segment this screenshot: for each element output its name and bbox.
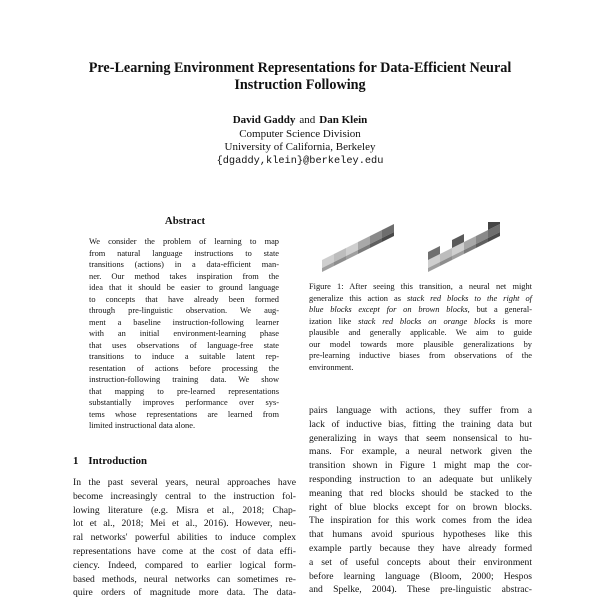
body-line: representations have come at the cost of data effi-: [73, 545, 296, 557]
author-conjunction: and: [299, 114, 316, 126]
affiliation-division: Computer Science Division: [239, 127, 361, 140]
body-line: right of blue blocks except for on brown blocks.: [309, 501, 532, 513]
body-line: and Spelke, 2004). These pre-linguistic abstrac-: [309, 584, 532, 596]
caption-line: environment.: [309, 362, 354, 372]
body-line: ciency. Indeed, compared to earlier logical form-: [73, 559, 296, 571]
section-heading-introduction: [73, 455, 147, 467]
abstract-line: idea that it should be easier to ground language: [89, 283, 279, 292]
author-email: {dgaddy,klein}@berkeley.edu: [216, 154, 384, 167]
title-line-1: Pre-Learning Environment Representations for Data-Efficient Neural: [88, 60, 512, 76]
figure-1-blocks-illustration: [320, 222, 520, 277]
figure-after-state: [428, 222, 500, 272]
body-line: quire orders of magnitude more data. The data-: [73, 587, 296, 599]
author-block: [100, 114, 500, 168]
caption-line: Figure 1: After seeing this transition, a neural net might: [309, 282, 532, 291]
body-line: ral networks' powerful abilities to induce complex: [73, 532, 296, 544]
body-line: mans. For example, a neural network given the: [309, 446, 532, 458]
caption-line: [309, 293, 532, 305]
caption-line: plausible and generally applicable. We aim to guide: [309, 328, 532, 337]
abstract-line: ner. Our method takes inspiration from the: [89, 271, 279, 281]
affiliation-university: University of California, Berkeley: [224, 141, 376, 153]
body-line: transition shown in Figure 1 might map the cor-: [309, 460, 532, 472]
abstract-line: substantially improves performance over sys-: [89, 398, 279, 407]
caption-emphasis: stack red blocks on orange blocks: [358, 316, 496, 326]
section-title: Introduction: [88, 455, 148, 467]
abstract-line: instruction-following training data. We show: [89, 375, 279, 384]
abstract-line: that mapping to pre-learned representations: [89, 386, 279, 396]
title-line-2: Instruction Following: [234, 77, 366, 93]
abstract-line: from natural language instructions to state: [89, 248, 279, 258]
body-line: lot et al., 2018; Mei et al., 2016). However, neu-: [73, 518, 296, 530]
abstract-line: with an initial environment-learning phase: [89, 329, 279, 338]
abstract-heading: Abstract: [164, 215, 206, 227]
body-line: example partly because they have already formed: [309, 542, 532, 554]
abstract-line: ment a baseline instruction-following learner: [89, 317, 279, 327]
paper-title: [60, 60, 540, 94]
caption-text: is more: [495, 316, 533, 326]
abstract-text: [89, 236, 279, 432]
body-line: The inspiration for this work comes from the idea: [309, 515, 532, 527]
caption-line: [309, 304, 532, 316]
section-number: 1: [73, 455, 79, 467]
body-line: lowing literature (e.g. Misra et al., 2018; Chap-: [73, 504, 296, 516]
introduction-right-column: [309, 404, 532, 597]
body-line: In the past several years, neural approaches have: [73, 477, 296, 488]
body-line: generalizing in ways that seem nonsensical to hu-: [309, 432, 532, 444]
abstract-line: limited instructional data alone.: [89, 421, 196, 430]
abstract-line: that uses observations of language-free state: [89, 340, 279, 350]
caption-text: , but a general-: [467, 305, 532, 314]
caption-line: our model towards more plausible generalizations by: [309, 339, 532, 349]
caption-emphasis: stack red blocks to the right of: [406, 293, 532, 303]
introduction-left-column: [73, 476, 296, 600]
figure-before-state: [322, 224, 394, 272]
caption-text: generalize this action as: [309, 293, 407, 303]
body-line: before learning language (Bloom, 2000; Hespos: [309, 570, 532, 582]
abstract-line: resentation of actions before processing the: [89, 363, 279, 373]
body-line: responding instruction to an adequate but unlikely: [309, 473, 532, 485]
abstract-line: through pre-linguistic observation. We aug-: [89, 306, 279, 315]
body-line: become increasingly central to the instruction fol-: [73, 490, 296, 502]
caption-line: pre-learning inductive biases from observations of the: [309, 351, 532, 360]
body-line: based methods, neural networks can sometimes re-: [73, 573, 296, 585]
author-names: [100, 114, 500, 128]
author-name-2: Dan Klein: [319, 114, 368, 126]
figure-1-caption: [309, 281, 532, 373]
body-line: a set of useful concepts about their environment: [309, 556, 532, 568]
abstract-line: transitions to induce a suitable latent rep-: [89, 352, 279, 361]
body-line: lack of inductive bias, fitting the training data but: [309, 418, 532, 430]
abstract-line: transitions (actions) in a data-efficient man-: [89, 260, 279, 269]
caption-line: [309, 316, 532, 328]
body-line: that humans avoid spurious hypotheses like this: [309, 529, 532, 541]
author-name-1: David Gaddy: [232, 114, 296, 126]
abstract-line: We consider the problem of learning to map: [89, 237, 279, 246]
body-line: meaning that red blocks should be stacked to the: [309, 487, 532, 499]
abstract-line: to concepts that have already been formed: [89, 294, 279, 304]
abstract-line: tems whose representations are learned from: [89, 409, 279, 419]
body-line: pairs language with actions, they suffer from a: [309, 405, 532, 416]
caption-text: ization like: [309, 316, 359, 326]
caption-emphasis: blue blocks except for on brown blocks: [309, 305, 468, 314]
